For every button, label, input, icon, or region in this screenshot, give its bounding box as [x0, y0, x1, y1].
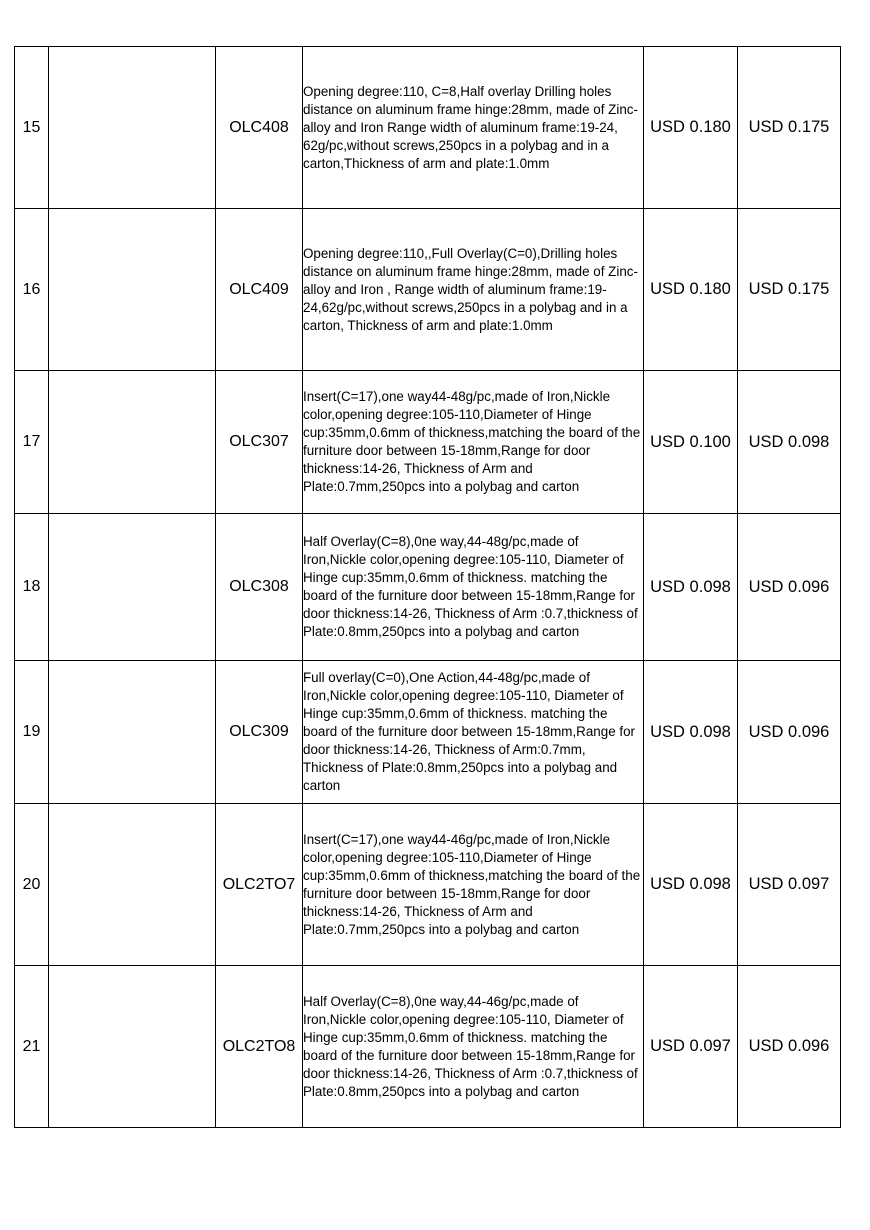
price-1: USD 0.098: [644, 804, 738, 966]
price-1: USD 0.097: [644, 966, 738, 1128]
table-row: [15, 661, 841, 804]
table-row: [15, 371, 841, 514]
product-description: Half Overlay(C=8),0ne way,44-46g/pc,made of Iron,Nickle color,opening degree:105-110, Diameter of Hinge cup:35mm,0.6mm of thickness. matching the board of the furniture door between 15-18mm,Range for door thickness:14-26, Thickness of Arm :0.7,thickness of Plate:0.8mm,250pcs into a polybag and carton: [303, 966, 644, 1128]
row-number: 16: [15, 209, 49, 371]
product-description: Insert(C=17),one way44-46g/pc,made of Iron,Nickle color,opening degree:105-110,Diameter of Hinge cup:35mm,0.6mm of thickness,matching the board of the furniture door between 15-18mm,Range for door thickness:14-26, Thickness of Arm and Plate:0.7mm,250pcs into a polybag and carton: [303, 804, 644, 966]
price-2: USD 0.097: [738, 804, 841, 966]
row-number: 21: [15, 966, 49, 1128]
price-1: USD 0.180: [644, 47, 738, 209]
price-2: USD 0.175: [738, 209, 841, 371]
product-image-cell: [49, 661, 216, 804]
row-number: 15: [15, 47, 49, 209]
table-row: [15, 804, 841, 966]
price-2: USD 0.096: [738, 966, 841, 1128]
price-1: USD 0.098: [644, 661, 738, 804]
product-image-cell: [49, 371, 216, 514]
table-row: [15, 209, 841, 371]
product-price-table: [14, 46, 841, 1128]
table-row: [15, 47, 841, 209]
price-1: USD 0.180: [644, 209, 738, 371]
model-code: OLC308: [216, 514, 303, 661]
product-image-cell: [49, 47, 216, 209]
row-number: 18: [15, 514, 49, 661]
product-image-cell: [49, 804, 216, 966]
model-code: OLC409: [216, 209, 303, 371]
price-2: USD 0.096: [738, 514, 841, 661]
product-image-cell: [49, 209, 216, 371]
model-code: OLC309: [216, 661, 303, 804]
model-code: OLC307: [216, 371, 303, 514]
product-description: Half Overlay(C=8),0ne way,44-48g/pc,made of Iron,Nickle color,opening degree:105-110, Diameter of Hinge cup:35mm,0.6mm of thickness. matching the board of the furniture door between 15-18mm,Range for door thickness:14-26, Thickness of Arm :0.7,thickness of Plate:0.8mm,250pcs into a polybag and carton: [303, 514, 644, 661]
model-code: OLC2TO8: [216, 966, 303, 1128]
product-image-cell: [49, 966, 216, 1128]
model-code: OLC408: [216, 47, 303, 209]
product-description: Opening degree:110,,Full Overlay(C=0),Drilling holes distance on aluminum frame hinge:28mm, made of Zinc-alloy and Iron , Range width of aluminum frame:19-24,62g/pc,without screws,250pcs in a polybag and in a carton, Thickness of arm and plate:1.0mm: [303, 209, 644, 371]
price-2: USD 0.096: [738, 661, 841, 804]
table-row: [15, 966, 841, 1128]
model-code: OLC2TO7: [216, 804, 303, 966]
product-description: Opening degree:110, C=8,Half overlay Drilling holes distance on aluminum frame hinge:28mm, made of Zinc-alloy and Iron Range width of aluminum frame:19-24, 62g/pc,without screws,250pcs in a polybag and in a carton,Thickness of arm and plate:1.0mm: [303, 47, 644, 209]
price-1: USD 0.098: [644, 514, 738, 661]
product-description: Insert(C=17),one way44-48g/pc,made of Iron,Nickle color,opening degree:105-110,Diameter of Hinge cup:35mm,0.6mm of thickness,matching the board of the furniture door between 15-18mm,Range for door thickness:14-26, Thickness of Arm and Plate:0.7mm,250pcs into a polybag and carton: [303, 371, 644, 514]
price-2: USD 0.098: [738, 371, 841, 514]
row-number: 17: [15, 371, 49, 514]
row-number: 19: [15, 661, 49, 804]
price-2: USD 0.175: [738, 47, 841, 209]
table-row: [15, 514, 841, 661]
product-description: Full overlay(C=0),One Action,44-48g/pc,made of Iron,Nickle color,opening degree:105-110, Diameter of Hinge cup:35mm,0.6mm of thickness. matching the board of the furniture door between 15-18mm,Range for door thickness:14-26, Thickness of Arm:0.7mm, Thickness of Plate:0.8mm,250pcs into a polybag and carton: [303, 661, 644, 804]
product-image-cell: [49, 514, 216, 661]
price-1: USD 0.100: [644, 371, 738, 514]
row-number: 20: [15, 804, 49, 966]
